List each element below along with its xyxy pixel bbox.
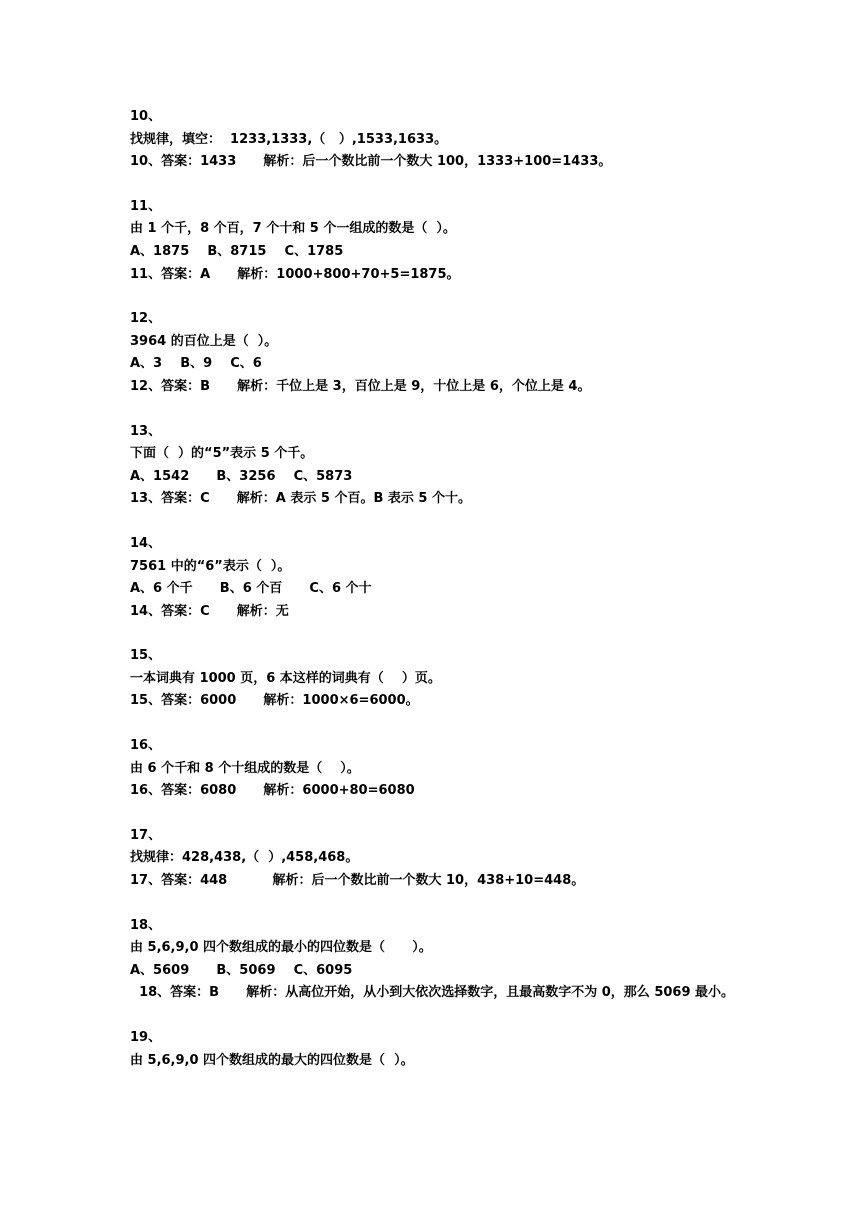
answer-line: 13、答案：C 解析：A 表示 5 个百。B 表示 5 个十。 [130,491,472,507]
question-number: 14、 [130,535,162,551]
answer-line: 17、答案：448 解析：后一个数比前一个数大 10，438+10=448。 [130,873,585,889]
question-number: 10、 [130,109,162,124]
question-text: 找规律，填空： 1233,1333,（ ）,1533,1633。 [130,131,448,147]
question-text: 7561 中的“6”表示（ ）。 [130,558,291,574]
question-15 [130,645,750,713]
question-18 [130,915,750,1005]
question-number: 19、 [130,1030,162,1045]
question-16 [130,735,750,803]
question-number: 11、 [130,198,162,214]
answer-line: 16、答案：6080 解析：6000+80=6080 [130,783,415,799]
options-line: A、3 B、9 C、6 [130,356,262,372]
question-11 [130,196,750,286]
question-text: 由 5,6,9,0 四个数组成的最大的四位数是（ ）。 [130,1052,414,1068]
question-10 [130,106,750,174]
answer-line: 15、答案：6000 解析：1000×6=6000。 [130,693,419,709]
question-text: 一本词典有 1000 页，6 本这样的词典有（ ）页。 [130,670,441,686]
question-number: 16、 [130,738,162,754]
answer-line: 14、答案：C 解析：无 [130,603,289,619]
answer-line: 18、答案：B 解析：从高位开始，从小到大依次选择数字，且最高数字不为 0，那么 5069 最小。 [130,985,735,1001]
question-13 [130,421,750,511]
question-number: 15、 [130,648,162,664]
question-text: 3964 的百位上是（ ）。 [130,333,278,349]
question-text: 下面（ ）的“5”表示 5 个千。 [130,446,314,462]
question-number: 12、 [130,311,162,327]
options-line: A、1542 B、3256 C、5873 [130,468,353,484]
answer-line: 10、答案：1433 解析：后一个数比前一个数大 100，1333+100=1433。 [130,154,612,170]
options-line: A、1875 B、8715 C、1785 [130,243,344,259]
answer-line: 12、答案：B 解析：千位上是 3，百位上是 9，十位上是 6，个位上是 4。 [130,378,591,394]
question-19 [130,1027,750,1072]
question-14 [130,533,750,623]
question-text: 由 1 个千，8 个百，7 个十和 5 个一组成的数是（ ）。 [130,221,456,237]
question-text: 由 5,6,9,0 四个数组成的最小的四位数是（ ）。 [130,940,432,956]
question-list [130,106,750,1094]
question-number: 17、 [130,827,162,843]
question-text: 找规律：428,438,（ ）,458,468。 [130,850,359,866]
question-text: 由 6 个千和 8 个十组成的数是（ ）。 [130,760,360,776]
question-17 [130,825,750,893]
question-number: 18、 [130,917,162,933]
options-line: A、5609 B、5069 C、6095 [130,962,353,978]
options-line: A、6 个千 B、6 个百 C、6 个十 [130,581,372,597]
answer-line: 11、答案：A 解析：1000+800+70+5=1875。 [130,266,460,282]
question-number: 13、 [130,423,162,439]
question-12 [130,308,750,398]
